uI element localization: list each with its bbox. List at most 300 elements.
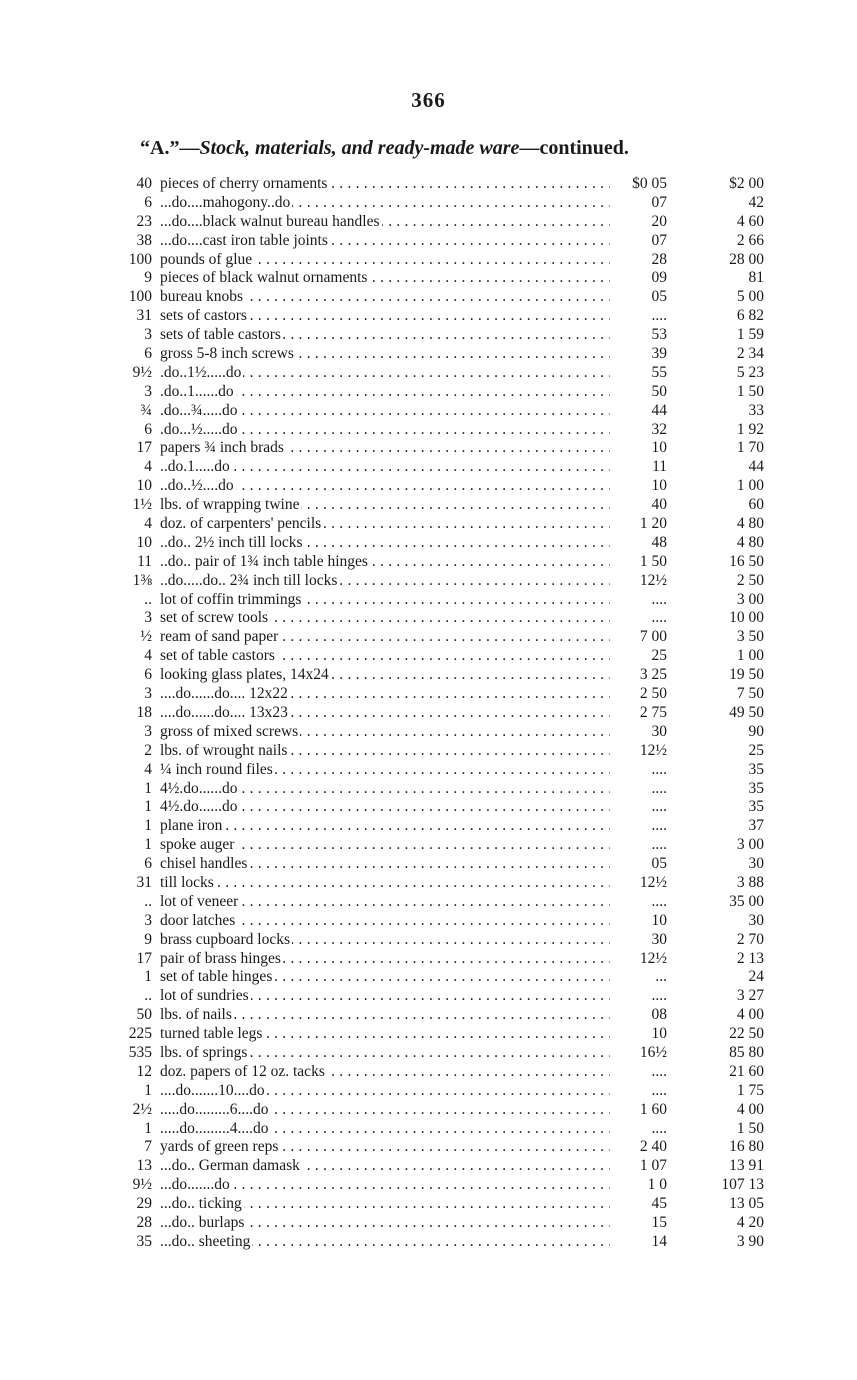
row-total-value: 13 05 [729,1195,764,1213]
row-unit-price: 10 [651,1025,667,1043]
row-description-text: ...do.. ticking [160,1195,242,1213]
row-total-value: 3 90 [736,1232,764,1250]
row-description-text: .....do.........6....do [160,1100,269,1118]
page-number: 366 [411,88,446,112]
table-row [0,458,857,477]
row-quantity: 535 [128,1043,152,1061]
row-quantity: 225 [128,1025,152,1043]
table-row [0,987,857,1006]
row-description [160,893,610,912]
row-unit-price: 32 [651,420,667,438]
table-row [0,175,857,194]
row-quantity: 31 [136,873,152,891]
row-description-text: ...do....mahogony..do [160,193,291,211]
row-description [160,591,610,610]
row-description [160,723,610,742]
row-unit-price: 10 [651,911,667,929]
row-description [160,817,610,836]
row-quantity: 100 [128,288,152,306]
table-row [0,326,857,345]
row-description [160,232,610,251]
row-description [160,1063,610,1082]
row-description [160,855,610,874]
row-quantity: 2 [144,741,152,759]
row-quantity: 40 [136,175,152,192]
row-description [160,704,610,723]
row-description [160,515,610,534]
row-quantity: 1 [144,1081,152,1099]
heading-title: Stock, materials, and ready-made ware [199,137,520,159]
row-description-text: ...do....black walnut bureau handles [160,212,380,230]
row-quantity: 1 [144,1119,152,1137]
row-total-value: 3 00 [736,590,764,608]
table-row [0,723,857,742]
table-row [0,572,857,591]
row-description-text: gross 5-8 inch screws [160,345,294,363]
row-description [160,1138,610,1157]
row-total-value: 13 91 [729,1157,764,1175]
row-description [160,477,610,496]
table-row [0,1157,857,1176]
row-quantity: 13 [136,1157,152,1175]
table-row [0,307,857,326]
row-description [160,383,610,402]
table-row [0,968,857,987]
row-total-value: $2 00 [729,175,764,192]
table-row [0,402,857,421]
row-description-text: brass cupboard locks [160,930,290,948]
row-quantity: .. [144,987,152,1005]
row-unit-price: 28 [651,250,667,268]
row-description [160,213,610,232]
table-row [0,931,857,950]
table-row [0,912,857,931]
row-description [160,1044,610,1063]
row-quantity: 4 [144,647,152,665]
row-quantity: 3 [144,722,152,740]
table-row [0,647,857,666]
row-unit-price: 1 07 [639,1157,667,1175]
row-total-value: 5 00 [736,288,764,306]
row-quantity: 3 [144,911,152,929]
row-unit-price: 30 [651,930,667,948]
row-quantity: ½ [140,628,152,646]
row-description-text: ream of sand paper [160,628,279,646]
table-row [0,950,857,969]
row-quantity: 11 [137,552,152,570]
row-description-text: plane iron [160,817,223,835]
row-description-text: turned table legs [160,1025,263,1043]
row-description [160,761,610,780]
row-total-value: 19 50 [729,666,764,684]
row-quantity: 6 [144,345,152,363]
row-unit-price: 09 [651,269,667,287]
row-total-value: 35 [748,779,764,797]
table-row [0,477,857,496]
row-unit-price: 1 60 [639,1100,667,1118]
row-unit-price: .... [651,1081,667,1099]
row-description-text: ..do..½....do [160,477,234,495]
row-description [160,534,610,553]
row-quantity: 3 [144,609,152,627]
row-unit-price: 40 [651,496,667,514]
row-total-value: 33 [748,401,764,419]
row-description [160,1176,610,1195]
table-row [0,364,857,383]
row-total-value: 30 [748,855,764,873]
row-total-value: 2 50 [736,571,764,589]
row-total-value: 49 50 [729,703,764,721]
row-total-value: 4 80 [736,515,764,533]
row-unit-price: 15 [651,1213,667,1231]
row-total-value: 1 75 [736,1081,764,1099]
row-description [160,912,610,931]
row-quantity: 9½ [132,363,152,381]
row-total-value: 30 [748,911,764,929]
row-total-value: 28 00 [729,250,764,268]
row-description [160,1233,610,1252]
row-quantity: .. [144,892,152,910]
heading-prefix: “A.”— [140,137,200,159]
row-description [160,798,610,817]
table-row [0,1233,857,1252]
row-unit-price: .... [651,1062,667,1080]
row-total-value: 1 59 [736,326,764,344]
table-row [0,1138,857,1157]
row-description [160,987,610,1006]
row-description-text: sets of table castors [160,326,281,344]
row-description-text: yards of green reps [160,1138,279,1156]
row-total-value: 3 88 [736,873,764,891]
row-description-text: ...do.. German damask [160,1157,300,1175]
row-quantity: 1 [144,817,152,835]
row-quantity: 100 [128,250,152,268]
row-unit-price: .... [651,798,667,816]
row-unit-price: ... [655,968,667,986]
table-row [0,345,857,364]
row-quantity: 9½ [132,1176,152,1194]
row-description [160,572,610,591]
row-total-value: 1 50 [736,1119,764,1137]
table-row [0,1176,857,1195]
row-description-text: lbs. of wrought nails [160,741,288,759]
table-row [0,1006,857,1025]
row-quantity: ¾ [140,401,152,419]
row-description-text: till locks [160,873,214,891]
row-quantity: 18 [136,703,152,721]
row-total-value: 35 [748,798,764,816]
table-row [0,685,857,704]
row-description-text: ..do.....do.. 2¾ inch till locks [160,571,338,589]
row-description [160,1120,610,1139]
row-total-value: 6 82 [736,307,764,325]
row-unit-price: 55 [651,363,667,381]
row-unit-price: 2 75 [639,703,667,721]
table-row [0,1063,857,1082]
row-unit-price: 07 [651,193,667,211]
row-total-value: 81 [748,269,764,287]
row-unit-price: 12½ [639,741,667,759]
table-row [0,232,857,251]
row-description-text: sets of castors [160,307,247,325]
row-quantity: 23 [136,212,152,230]
table-row [0,591,857,610]
row-unit-price: .... [651,892,667,910]
table-row [0,609,857,628]
row-unit-price: 20 [651,212,667,230]
row-unit-price: 10 [651,439,667,457]
row-description-text: ....do......do.... 12x22 [160,685,288,703]
row-total-value: 44 [748,458,764,476]
row-quantity: 6 [144,420,152,438]
table-row [0,1025,857,1044]
row-description-text: .do..1½.....do [160,363,242,381]
row-quantity: 3 [144,382,152,400]
row-total-value: 24 [748,968,764,986]
row-description-text: set of table hinges [160,968,273,986]
row-description-text: lot of veneer [160,892,239,910]
row-unit-price: 3 25 [639,666,667,684]
row-unit-price: 45 [651,1195,667,1213]
table-row [0,251,857,270]
row-quantity: 1 [144,798,152,816]
row-description [160,1195,610,1214]
row-description [160,780,610,799]
row-total-value: 4 60 [736,212,764,230]
row-quantity: 4 [144,458,152,476]
row-unit-price: .... [651,609,667,627]
row-unit-price: 07 [651,231,667,249]
row-description-text: gross of mixed screws [160,722,299,740]
row-total-value: 25 [748,741,764,759]
row-quantity: 7 [144,1138,152,1156]
table-row [0,1120,857,1139]
row-unit-price: 1 0 [647,1176,667,1194]
row-description [160,968,610,987]
row-total-value: 3 27 [736,987,764,1005]
row-unit-price: $0 05 [632,175,667,192]
row-quantity: 4 [144,515,152,533]
table-row [0,439,857,458]
row-description-text: ..do.1.....do [160,458,230,476]
row-unit-price: 7 00 [639,628,667,646]
row-total-value: 35 [748,760,764,778]
row-unit-price: 48 [651,533,667,551]
row-unit-price: 11 [652,458,667,476]
row-total-value: 2 13 [736,949,764,967]
row-unit-price: 50 [651,382,667,400]
row-description-text: bureau knobs [160,288,244,306]
row-quantity: 3 [144,685,152,703]
row-description-text: 4½.do......do [160,779,238,797]
table-row [0,817,857,836]
table-row [0,628,857,647]
table-row [0,288,857,307]
row-unit-price: 1 50 [639,552,667,570]
row-description [160,609,610,628]
row-total-value: 3 50 [736,628,764,646]
row-description-text: pieces of cherry ornaments [160,175,328,192]
row-total-value: 2 66 [736,231,764,249]
table-row [0,553,857,572]
table-row [0,855,857,874]
row-unit-price: .... [651,817,667,835]
table-row [0,666,857,685]
row-quantity: 9 [144,930,152,948]
table-row [0,761,857,780]
row-quantity: 6 [144,193,152,211]
row-total-value: 1 50 [736,382,764,400]
row-description [160,666,610,685]
row-total-value: 10 00 [729,609,764,627]
table-row [0,798,857,817]
row-description [160,836,610,855]
row-total-value: 16 50 [729,552,764,570]
row-total-value: 16 80 [729,1138,764,1156]
row-total-value: 3 00 [736,836,764,854]
row-description [160,251,610,270]
row-description-text: ...do.. burlaps [160,1213,245,1231]
row-description [160,1101,610,1120]
row-total-value: 1 00 [736,647,764,665]
row-description [160,742,610,761]
table-row [0,194,857,213]
row-quantity: 6 [144,855,152,873]
row-unit-price: 12½ [639,949,667,967]
row-description-text: chisel handles [160,855,248,873]
row-unit-price: 12½ [639,571,667,589]
table-row [0,383,857,402]
row-description [160,1214,610,1233]
row-description [160,1157,610,1176]
row-total-value: 4 00 [736,1100,764,1118]
row-unit-price: 16½ [639,1043,667,1061]
row-description-text: doz. papers of 12 oz. tacks [160,1062,325,1080]
row-description-text: .do...½.....do [160,420,238,438]
row-quantity: 1 [144,836,152,854]
row-unit-price: .... [651,760,667,778]
row-description-text: set of screw tools [160,609,269,627]
row-total-value: 85 80 [729,1043,764,1061]
table-row [0,704,857,723]
row-unit-price: .... [651,1119,667,1137]
row-description-text: set of table castors [160,647,275,665]
row-description-text: lot of coffin trimmings [160,590,302,608]
row-quantity: 6 [144,666,152,684]
table-row [0,515,857,534]
row-total-value: 4 20 [736,1213,764,1231]
row-unit-price: 53 [651,326,667,344]
row-quantity: 50 [136,1006,152,1024]
row-unit-price: 12½ [639,873,667,891]
row-description-text: .do...¾.....do [160,401,238,419]
row-total-value: 107 13 [721,1176,764,1194]
row-total-value: 1 00 [736,477,764,495]
table-row [0,742,857,761]
row-total-value: 90 [748,722,764,740]
table-row [0,836,857,855]
row-description-text: ¼ inch round files [160,760,273,778]
row-description [160,364,610,383]
table-row [0,1214,857,1233]
row-unit-price: 44 [651,401,667,419]
row-description [160,175,610,194]
row-total-value: 37 [748,817,764,835]
row-unit-price: .... [651,836,667,854]
row-unit-price: 10 [651,477,667,495]
row-description-text: lbs. of nails [160,1006,232,1024]
row-description [160,628,610,647]
row-unit-price: 2 40 [639,1138,667,1156]
row-quantity: 10 [136,477,152,495]
row-description [160,307,610,326]
row-description-text: door latches [160,911,236,929]
row-description [160,326,610,345]
row-quantity: 28 [136,1213,152,1231]
row-quantity: 3 [144,326,152,344]
row-description-text: ....do......do.... 13x23 [160,703,288,721]
row-quantity: 35 [136,1232,152,1250]
row-total-value: 2 34 [736,345,764,363]
row-total-value: 35 00 [729,892,764,910]
row-description [160,1082,610,1101]
row-unit-price: 1 20 [639,515,667,533]
row-description-text: 4½.do......do [160,798,238,816]
row-description-text: lot of sundries [160,987,249,1005]
row-quantity: 17 [136,439,152,457]
row-total-value: 4 80 [736,533,764,551]
row-description-text: pieces of black walnut ornaments [160,269,368,287]
row-unit-price: 05 [651,288,667,306]
row-description-text: pounds of glue [160,250,253,268]
row-description-text: .....do.........4....do [160,1119,269,1137]
row-quantity: 1½ [132,496,152,514]
table-row [0,534,857,553]
table-row [0,421,857,440]
row-quantity: 29 [136,1195,152,1213]
row-total-value: 7 50 [736,685,764,703]
row-description-text: looking glass plates, 14x24 [160,666,329,684]
row-total-value: 1 70 [736,439,764,457]
row-total-value: 22 50 [729,1025,764,1043]
row-description [160,1006,610,1025]
row-quantity: 10 [136,533,152,551]
row-unit-price: .... [651,987,667,1005]
row-unit-price: 30 [651,722,667,740]
table-row [0,780,857,799]
row-description [160,421,610,440]
row-quantity: 38 [136,231,152,249]
table-row [0,496,857,515]
table-row [0,1044,857,1063]
row-unit-price: 2 50 [639,685,667,703]
row-unit-price: 05 [651,855,667,873]
row-quantity: 4 [144,760,152,778]
row-description [160,402,610,421]
row-description [160,439,610,458]
row-description [160,950,610,969]
row-description-text: ..do.. 2½ inch till locks [160,533,303,551]
row-description [160,345,610,364]
row-total-value: 60 [748,496,764,514]
row-quantity: 17 [136,949,152,967]
section-heading [140,137,740,160]
row-total-value: 21 60 [729,1062,764,1080]
row-total-value: 5 23 [736,363,764,381]
inventory-table [0,175,857,1252]
row-description-text: pair of brass hinges [160,949,281,967]
table-row [0,269,857,288]
